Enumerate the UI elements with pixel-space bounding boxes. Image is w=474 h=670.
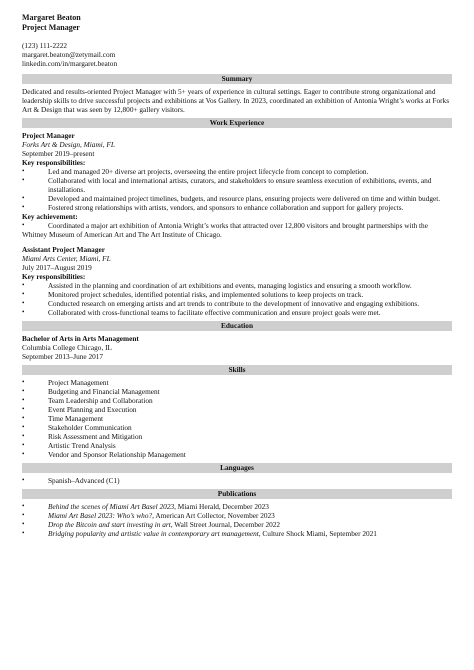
list-item: • Spanish–Advanced (C1) <box>22 476 120 485</box>
contact-info <box>22 41 452 68</box>
email[interactable]: margaret.beaton@zetymail.com <box>22 50 116 59</box>
responsibilities-list <box>22 167 452 212</box>
section-header-languages: Languages <box>22 463 452 473</box>
list-item: • Drop the Bitcoin and start investing in art, Wall Street Journal, December 2022 <box>22 520 281 529</box>
bullet-icon: • <box>22 176 25 184</box>
bullet-icon: • <box>22 299 25 307</box>
list-item: • Assisted in the planning and coordination of art exhibitions and events, managing logistics and ensuring a smooth workflow. <box>22 281 412 290</box>
bullet-icon: • <box>22 520 25 528</box>
bullet-icon: • <box>22 290 25 298</box>
responsibilities-label: Key responsibilities: <box>22 158 86 167</box>
responsibilities-list <box>22 281 452 317</box>
bullet-icon: • <box>22 529 25 537</box>
bullet-icon: • <box>22 511 25 519</box>
job-title: Project Manager <box>22 131 75 140</box>
list-item: • Led and managed 20+ diverse art projects, overseeing the entire project lifecycle from concept to completion. <box>22 167 369 176</box>
job-dates: July 2017–August 2019 <box>22 263 92 272</box>
candidate-title: Project Manager <box>22 22 80 32</box>
bullet-icon: • <box>22 194 25 202</box>
list-item: • Bridging popularity and artistic value in contemporary art management, Culture Shock Miami, September 2021 <box>22 529 377 538</box>
list-item: • Fostered strong relationships with artists, vendors, and sponsors to enhance collaboration and support for gallery projects. <box>22 203 404 212</box>
list-item: • Collaborated with local and international artists, curators, and stakeholders to ensure seamless execution of exhibitions, events, and installations. <box>22 176 432 194</box>
candidate-name: Margaret Beaton <box>22 13 81 22</box>
achievement-label: Key achievement: <box>22 212 78 221</box>
publication-title: Drop the Bitcoin and start investing in art <box>48 520 171 529</box>
bullet-icon: • <box>22 432 25 440</box>
list-item: • Artistic Trend Analysis <box>22 441 116 450</box>
list-item: • Team Leadership and Collaboration <box>22 396 153 405</box>
summary-text: Dedicated and results-oriented Project Manager with 5+ years of experience in cultural settings. Eager to contribute strong organizational and leadership skills to drive successful projects and exhibitions at Vos Gallery. In 2023, coordinated an exhibition of Antonia Wright’s works at Forks Art & Design that was seen by 12,800+ gallery visitors. <box>22 87 450 114</box>
degree: Bachelor of Arts in Arts Management <box>22 334 139 343</box>
responsibilities-label: Key responsibilities: <box>22 272 86 281</box>
list-item: • Coordinated a major art exhibition of Antonia Wright’s works that attracted over 12,800 visitors and brought partnerships with the Whitney Museum of American Art and The Art Institute of Chicago. <box>22 221 428 239</box>
education-dates: September 2013–June 2017 <box>22 352 104 361</box>
list-item: • Developed and maintained project timelines, budgets, and resource plans, ensuring projects were delivered on time and within budget. <box>22 194 441 203</box>
phone: (123) 111-2222 <box>22 41 68 50</box>
bullet-icon: • <box>22 203 25 211</box>
bullet-icon: • <box>22 476 25 484</box>
skills-list <box>22 378 452 459</box>
bullet-icon: • <box>22 441 25 449</box>
list-item: • Project Management <box>22 378 109 387</box>
list-item: • Risk Assessment and Mitigation <box>22 432 143 441</box>
bullet-icon: • <box>22 405 25 413</box>
linkedin-link[interactable]: linkedin.com/in/margaret.beaton <box>22 59 118 68</box>
publication-title: Miami Art Basel 2023: Who’s who? <box>48 511 153 520</box>
bullet-icon: • <box>22 308 25 316</box>
bullet-icon: • <box>22 502 25 510</box>
bullet-icon: • <box>22 167 25 175</box>
bullet-icon: • <box>22 221 25 229</box>
education-entry <box>22 334 452 361</box>
bullet-icon: • <box>22 378 25 386</box>
list-item: • Behind the scenes of Miami Art Basel 2023, Miami Herald, December 2023 <box>22 502 269 511</box>
bullet-icon: • <box>22 387 25 395</box>
list-item: • Stakeholder Communication <box>22 423 132 432</box>
publications-list <box>22 502 452 538</box>
bullet-icon: • <box>22 423 25 431</box>
list-item: • Collaborated with cross-functional teams to facilitate effective communication and ensure project goals were met. <box>22 308 381 317</box>
bullet-icon: • <box>22 281 25 289</box>
section-header-education: Education <box>22 321 452 331</box>
job-dates: September 2019–present <box>22 149 95 158</box>
job-company: Miami Arts Center, Miami, FL <box>22 254 111 263</box>
list-item: • Conducted research on emerging artists and art trends to contribute to the development of innovative and engaging exhibitions. <box>22 299 420 308</box>
bullet-icon: • <box>22 450 25 458</box>
section-header-publications: Publications <box>22 489 452 499</box>
list-item: • Event Planning and Execution <box>22 405 137 414</box>
job-entry <box>22 131 452 239</box>
achievement-list <box>22 221 452 239</box>
section-header-summary: Summary <box>22 74 452 84</box>
job-entry <box>22 245 452 317</box>
languages-list <box>22 476 452 485</box>
job-company: Forks Art & Design, Miami, FL <box>22 140 115 149</box>
list-item: • Time Management <box>22 414 104 423</box>
job-title: Assistant Project Manager <box>22 245 105 254</box>
list-item: • Budgeting and Financial Management <box>22 387 160 396</box>
school: Columbia College Chicago, IL <box>22 343 112 352</box>
section-header-skills: Skills <box>22 365 452 375</box>
publication-title: Behind the scenes of Miami Art Basel 2023 <box>48 502 175 511</box>
list-item: • Monitored project schedules, identified potential risks, and implemented solutions to keep projects on track. <box>22 290 364 299</box>
bullet-icon: • <box>22 396 25 404</box>
header <box>22 13 452 68</box>
publication-title: Bridging popularity and artistic value in contemporary art management <box>48 529 259 538</box>
bullet-icon: • <box>22 414 25 422</box>
list-item: • Miami Art Basel 2023: Who’s who?, American Art Collector, November 2023 <box>22 511 275 520</box>
section-header-work-experience: Work Experience <box>22 118 452 128</box>
list-item: • Vendor and Sponsor Relationship Management <box>22 450 186 459</box>
